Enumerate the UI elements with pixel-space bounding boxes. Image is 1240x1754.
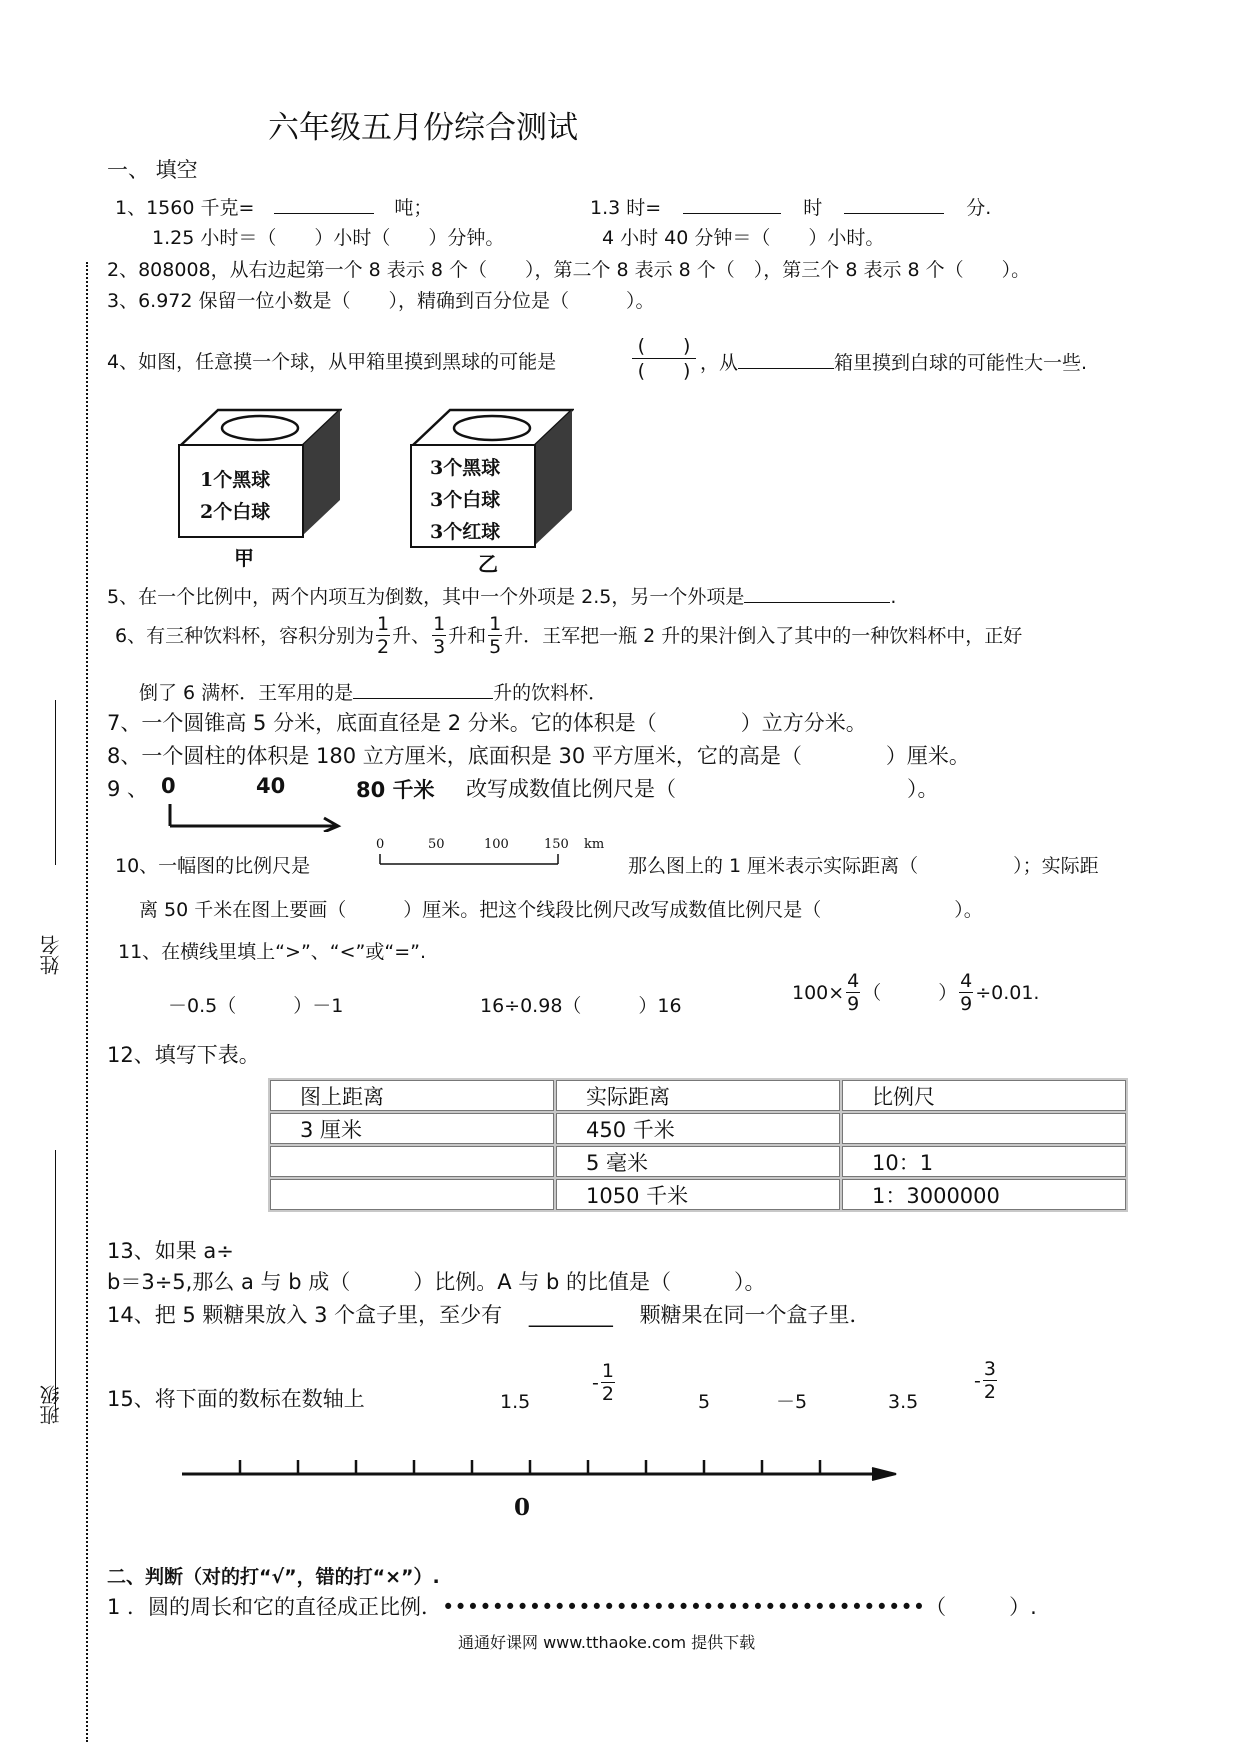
q6-frac-fifth: $\frac{1}{5}$ [489,613,502,658]
table-row [269,1112,1127,1145]
q13-line2: b＝3÷5,那么 a 与 b 成（ ）比例。A 与 b 的比值是（ ）。 [107,1270,766,1294]
table-header-cell: 实际距离 [555,1079,841,1112]
box-jia-face [178,444,304,538]
page-title: 六年级五月份综合测试 [268,110,578,146]
q1-d: 4 小时 40 分钟＝（ ）小时。 [602,227,885,249]
class-underline [55,1150,56,1412]
table-cell: 10：1 [841,1145,1127,1178]
box-yi-line-2: 3个白球 [430,489,501,511]
table-cell [269,1178,555,1211]
q10-c: 离 50 千米在图上要画（ ）厘米。把这个线段比例尺改写成数值比例尺是（ ）。 [139,899,983,921]
q6-line1: 6、有三种饮料杯，容积分别为 $\frac{1}{2}$ 升、 $\frac{1}{3}$ 升和 $\frac{1}{5}$ 升．王军把一瓶 2 升的果汁倒入了其中的一种饮料杯中，正好 [115,613,1023,658]
q4-a: 4、如图，任意摸一个球，从甲箱里摸到黑球的可能是 [107,351,557,373]
table-cell [269,1145,555,1178]
q2: 2、808008，从右边起第一个 8 表示 8 个（ ），第二个 8 表示 8 个（ ），第三个 8 表示 8 个（ ）。 [107,259,1031,281]
table-cell: 1050 千米 [555,1178,841,1211]
q10-a: 10、一幅图的比例尺是 [115,855,311,877]
q6-frac-half: $\frac{1}{2}$ [377,613,390,658]
section-fill-heading: 一、 填空 [107,158,198,182]
class-label: 班级 [39,1385,63,1425]
q9-number: 9 、 [107,777,149,801]
q15-value-3: 5 [698,1391,711,1413]
q6-frac-third: $\frac{1}{3}$ [433,613,446,658]
q3: 3、6.972 保留一位小数是（ ），精确到百分位是（ ）。 [107,290,655,312]
box-jia-label: 甲 [234,546,254,570]
q9-scale-0: 0 [161,774,176,798]
q11-frac-a: $\frac{4}{9}$ [847,970,860,1015]
box-yi-line-3: 3个红球 [430,521,501,543]
q15-instructions: 15、将下面的数标在数轴上 [107,1387,365,1411]
section-judge-heading: 二、判断（对的打“√”，错的打“×”）. [107,1566,440,1588]
q9-scale-40: 40 [256,774,286,798]
q11-expr-3: 100× $\frac{4}{9}$ （ ） $\frac{4}{9}$ ÷0.01. [792,970,1040,1015]
q1-c: 1.25 小时＝（ ）小时（ ）分钟。 [152,227,505,249]
table-header-row [269,1079,1127,1112]
table-cell: 1：3000000 [841,1178,1127,1211]
q15-value-2: - $\frac{1}{2}$ [592,1360,614,1405]
q8: 8、一个圆柱的体积是 180 立方厘米，底面积是 30 平方厘米，它的高是（ ）厘米。 [107,744,970,768]
q4-b: ，从 箱里摸到白球的可能性大一些. [700,352,1088,374]
box-jia-line-1: 1个黑球 [200,469,271,491]
judge-1: 1 ．圆的周长和它的直径成正比例．•••••••••••••••••••••••••••••••••••••••（ ）. [107,1595,1037,1619]
q10-unit: km [584,837,605,852]
box-yi-line-1: 3个黑球 [430,457,501,479]
box-yi-face [410,444,536,548]
binding-dotted-line [86,262,88,1742]
q15-value-1: 1.5 [500,1391,531,1413]
q11-instructions: 11、在横线里填上“>”、“<”或“=”. [118,941,427,963]
table-row [269,1178,1127,1211]
scale-table [268,1078,1128,1212]
q10-scale-bar [372,836,612,876]
name-underline [55,700,56,865]
name-label: 姓名 [39,935,63,975]
table-cell: 450 千米 [555,1112,841,1145]
q6-line2: 倒了 6 满杯．王军用的是 升的饮料杯． [139,682,608,704]
q9-scale-80: 80 千米 [356,778,435,802]
q10-tick-label-0: 0 [376,837,385,852]
q13-line1: 13、如果 a÷ [107,1239,234,1263]
q10-tick-label-100: 100 [484,837,509,852]
q7: 7、一个圆锥高 5 分米，底面直径是 2 分米。它的体积是（ ）立方分米。 [107,711,867,735]
box-yi-label: 乙 [478,552,498,576]
table-cell: 3 厘米 [269,1112,555,1145]
number-line-zero: 0 [514,1494,531,1521]
q11-expr-2: 16÷0.98（ ）16 [480,995,682,1017]
q1-b: 1.3 时= 时 分. [590,197,992,219]
number-line [178,1452,908,1492]
q10-tick-label-150: 150 [544,837,569,852]
q4-fraction: ( ) ( ) [632,334,696,383]
q11-expr-1: －0.5（ ）－1 [168,995,344,1017]
q5: 5、在一个比例中，两个内项互为倒数，其中一个外项是 2.5，另一个外项是 . [107,586,897,608]
q15-value-5: 3.5 [888,1391,919,1413]
q1-a: 1、1560 千克= 吨； [115,197,433,219]
box-jia-line-2: 2个白球 [200,501,271,523]
q15-value-4: －5 [776,1391,808,1413]
q9-text: 改写成数值比例尺是（ ）。 [466,777,939,801]
q10-tick-label-50: 50 [428,837,445,852]
q14: 14、把 5 颗糖果放入 3 个盒子里，至少有 ________ 颗糖果在同一个盒子里． [107,1303,871,1327]
table-cell [841,1112,1127,1145]
table-row [269,1145,1127,1178]
table-header-cell: 比例尺 [841,1079,1127,1112]
table-header-cell: 图上距离 [269,1079,555,1112]
q9-scale-arrow [166,802,346,832]
table-cell: 5 毫米 [555,1145,841,1178]
q12-instructions: 12、填写下表。 [107,1043,260,1067]
q10-b: 那么图上的 1 厘米表示实际距离（ ）；实际距 [628,855,1099,877]
q11-frac-b: $\frac{4}{9}$ [960,970,973,1015]
q15-value-6: - $\frac{3}{2}$ [974,1358,996,1403]
footer-source: 通通好课网 www.tthaoke.com 提供下载 [458,1633,756,1652]
